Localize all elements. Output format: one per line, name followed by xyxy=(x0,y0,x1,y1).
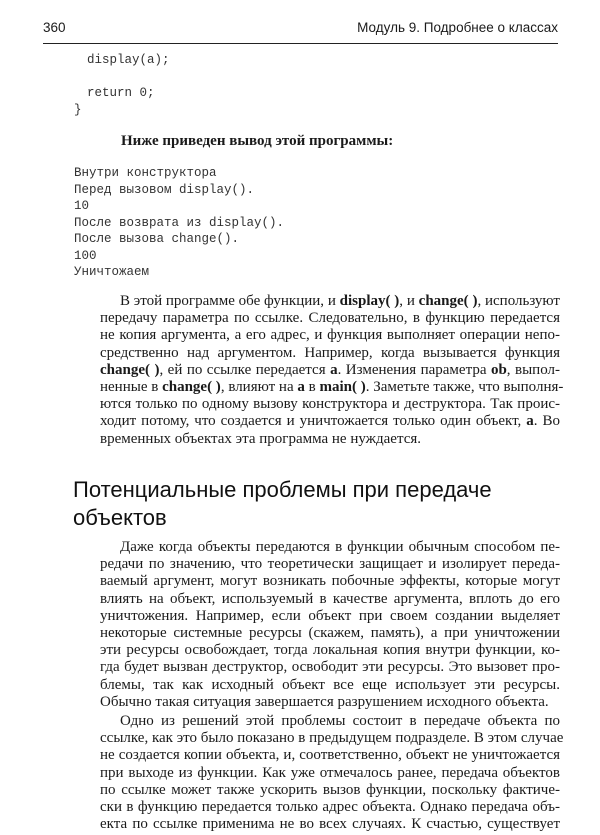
text-run: не создается копии объекта, и, соответственно, объект не уничтожается xyxy=(100,747,560,764)
text-run: редачи по значению, что теоретически защищает и изолирует переда- xyxy=(100,556,560,573)
text-line xyxy=(100,327,560,344)
text-line xyxy=(100,765,560,782)
paragraph-1 xyxy=(100,293,564,448)
code-term: main( ) xyxy=(319,378,366,395)
text-line xyxy=(100,713,560,730)
output-line: Внутри конструктора xyxy=(74,166,217,180)
text-line xyxy=(100,782,560,799)
output-intro: Ниже приведен вывод этой программы: xyxy=(121,133,394,149)
text-run: уничтожения. Например, если объект при своем создании выделяет xyxy=(100,607,560,624)
text-run: , используют xyxy=(477,293,560,309)
code-line: return 0; xyxy=(87,86,155,100)
text-run: при выходе из функции. Как уже отмечалось ранее, передача объектов xyxy=(100,764,560,781)
text-run: в xyxy=(304,378,320,395)
text-line xyxy=(100,539,560,556)
code-term: display( ) xyxy=(339,293,400,309)
text-run: ссылке, как это было показано в предыдущем подразделе. В этом случае xyxy=(100,730,564,747)
text-run: ненные в xyxy=(100,378,163,395)
running-title: Модуль 9. Подробнее о классах xyxy=(357,20,558,35)
paragraph-2 xyxy=(100,539,560,711)
text-line xyxy=(100,799,560,816)
text-line xyxy=(100,431,560,448)
code-term: change( ) xyxy=(162,378,221,395)
paragraph-3 xyxy=(100,713,564,833)
text-line xyxy=(100,659,560,676)
text-line xyxy=(100,747,560,764)
text-line xyxy=(100,293,560,310)
text-run: , влияют на xyxy=(220,378,298,395)
text-run: влиять на объект, используемый в качестве аргумента, вплоть до его xyxy=(100,590,560,607)
text-line xyxy=(100,694,560,711)
text-line xyxy=(100,362,560,379)
output-line: 10 xyxy=(74,199,90,213)
code-term: a xyxy=(297,378,305,395)
text-line xyxy=(100,345,560,362)
text-line xyxy=(100,413,560,430)
text-line xyxy=(100,816,560,833)
code-line: display(a); xyxy=(87,53,170,67)
text-line xyxy=(100,556,560,573)
text-line xyxy=(100,591,560,608)
text-line xyxy=(100,310,560,327)
text-run: . Заметьте также, что выполня- xyxy=(365,378,564,395)
text-run: Даже когда объекты передаются в функции обычным способом пе- xyxy=(120,539,560,555)
text-line xyxy=(100,378,564,396)
text-run: средственно над аргументом. Например, когда вызывается функция xyxy=(100,344,560,361)
text-run: Обычно такая ситуация завершается разрушением исходного объекта. xyxy=(100,693,549,710)
text-run: эти ресурсы освобождает, тогда локальная копия внутри функции, ко- xyxy=(100,642,560,659)
text-run: гда будет вызван деструктор, освободит эти ресурсы. Это вызовет про- xyxy=(100,659,560,676)
code-term: ob xyxy=(490,361,507,378)
text-run: , и xyxy=(399,293,419,309)
text-line xyxy=(100,625,560,642)
text-run: . Во xyxy=(533,413,560,430)
text-run: , ей по ссылке передается xyxy=(159,361,331,378)
code-term: a xyxy=(330,361,338,378)
output-line: После возврата из display(). xyxy=(74,215,285,230)
code-term: change( ) xyxy=(100,361,160,378)
output-line: После вызова change(). xyxy=(74,232,240,246)
text-line xyxy=(100,642,560,659)
page-number: 360 xyxy=(43,20,66,35)
text-line xyxy=(100,608,560,625)
code-term: change( ) xyxy=(418,293,478,309)
text-run: по ссылке может также ускорить вызов функции, поскольку фактиче- xyxy=(100,781,560,798)
header-rule xyxy=(43,43,558,44)
output-line: Перед вызовом display(). xyxy=(74,182,255,197)
text-run: екта по ссылке применима не во всех случаях. К счастью, существует xyxy=(100,816,560,833)
text-run: некоторые системные ресурсы (скажем, память), а при уничтожении xyxy=(100,624,560,641)
text-run: блемы, так как исходный объект все еще использует эти ресурсы. xyxy=(100,676,560,693)
text-run: передачу параметра по ссылке. Следовательно, в функцию передается xyxy=(100,310,560,327)
code-term: a xyxy=(526,413,534,430)
section-heading xyxy=(73,476,492,532)
section-heading-line: Потенциальные проблемы при передаче xyxy=(73,477,492,502)
output-line: 100 xyxy=(74,248,97,263)
output-line: Уничтожаем xyxy=(74,265,150,279)
text-run: ются только по одному вызову конструктора и деструктора. Так проис- xyxy=(100,396,560,413)
text-run: . Изменения параметра xyxy=(337,361,491,378)
text-line xyxy=(100,730,564,747)
text-line xyxy=(100,573,560,590)
code-line: } xyxy=(74,103,82,117)
text-run: ски в функцию передается только адрес объекта. Однако передача объ- xyxy=(100,798,560,815)
text-line xyxy=(100,396,560,413)
text-run: не копия аргумента, а его адрес, и функция выполняет операции непо- xyxy=(100,327,560,344)
text-run: ходит потому, что создается и уничтожается только один объект, xyxy=(100,413,527,430)
text-line xyxy=(100,677,560,694)
text-run: ваемый аргумент, могут возникать побочные эффекты, которые могут xyxy=(100,573,560,590)
section-heading-line: объектов xyxy=(73,505,167,530)
text-run: Одно из решений этой проблемы состоит в передаче объекта по xyxy=(120,713,560,729)
text-run: временных объектах эта программа не нуждается. xyxy=(100,430,422,447)
text-run: В этой программе обе функции, и xyxy=(120,293,340,309)
text-run: , выпол- xyxy=(506,361,560,378)
